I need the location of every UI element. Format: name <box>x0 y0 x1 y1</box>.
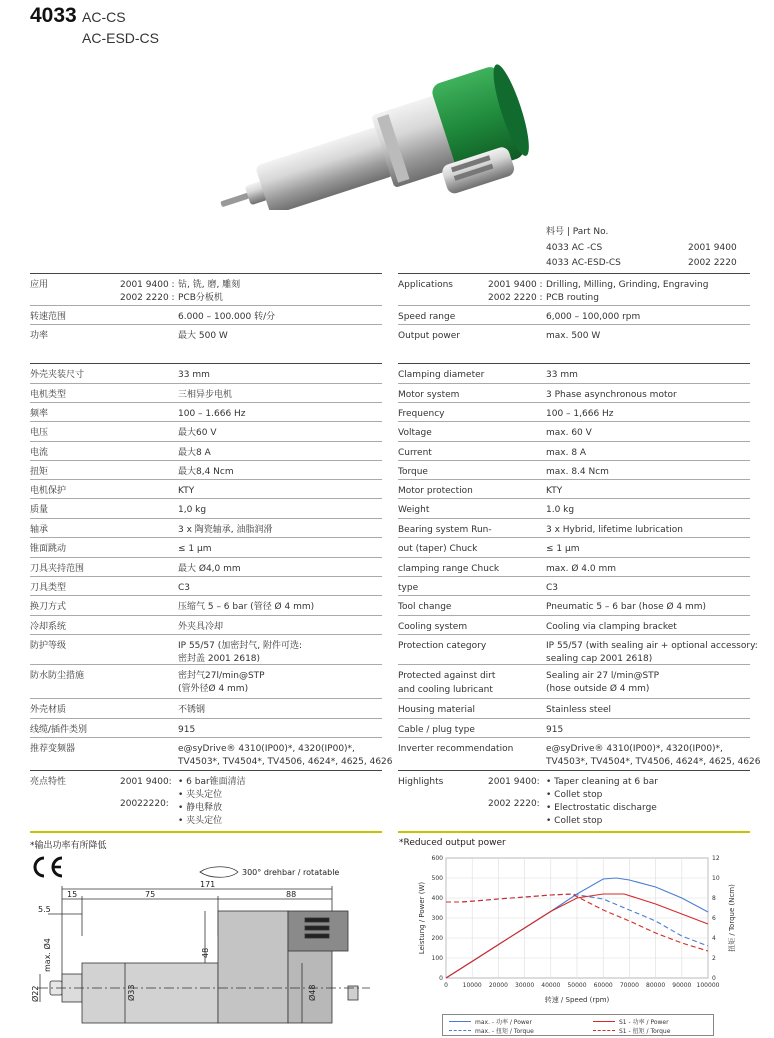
spec-cn-highlight-item: • 夹头定位 <box>178 789 222 801</box>
spec-cn-row-label: 冷却系统 <box>30 622 67 632</box>
spec-en-highlight-item: • Collet stop <box>546 815 602 827</box>
spec-en-row-value: 915 <box>546 725 564 735</box>
spec-cn-row-value: 100 – 1.666 Hz <box>178 409 246 419</box>
spec-cn-row-divider <box>30 363 382 364</box>
spec-en-row-label: type <box>398 583 419 593</box>
spec-en-row-divider <box>398 698 750 699</box>
spec-cn-row-label: 推荐变频器 <box>30 744 76 754</box>
spec-en-row-divider <box>398 537 750 538</box>
chart-xtick-label: 70000 <box>619 982 639 989</box>
spec-en-row-label: Voltage <box>398 428 432 438</box>
spec-en-row-label: clamping range Chuck <box>398 564 500 574</box>
spec-en-row-divider <box>398 363 750 364</box>
spec-cn-row-label: 扭矩 <box>30 467 49 477</box>
spec-en-row-divider <box>398 383 750 384</box>
spec-cn-highlight-item: • 夹头定位 <box>178 815 222 827</box>
spec-cn-row-variant: 2001 9400 : <box>120 280 175 290</box>
spec-en-row-divider <box>398 737 750 738</box>
chart-xtick-label: 50000 <box>567 982 587 989</box>
spec-en-row-label: Current <box>398 448 432 458</box>
chart-y2tick-label: 6 <box>712 915 716 922</box>
spec-cn-row-value: C3 <box>178 583 191 593</box>
spec-en-row-variant: 2002 2220: <box>488 799 540 809</box>
spec-cn-row-divider <box>30 479 382 480</box>
chart-ytick-label: 0 <box>439 975 443 982</box>
spec-en-row-divider <box>398 664 750 665</box>
spec-en-row-label: Output power <box>398 331 460 341</box>
spec-en-row-divider <box>398 498 750 499</box>
dim-d22: Ø22 <box>31 985 40 1002</box>
spec-cn-highlight-item: • 静电释放 <box>178 802 222 814</box>
spec-en-row-value: Sealing air 27 l/min@STP <box>546 671 660 681</box>
chart-legend-swatch <box>593 1030 615 1031</box>
chart-xtick-label: 30000 <box>515 982 535 989</box>
spec-cn-row-divider <box>30 698 382 699</box>
chart-xtick-label: 0 <box>444 982 448 989</box>
spec-cn-row-variant: 2002 2220 : <box>120 293 175 303</box>
spec-en-row-value: KTY <box>546 486 563 496</box>
model-variant-1: AC-CS <box>82 9 126 25</box>
spec-en-row-label: Cable / plug type <box>398 725 475 735</box>
chart-legend-label: S1 - 功率 / Power <box>619 1019 669 1026</box>
spec-cn-row-divider <box>30 402 382 403</box>
spec-cn-row-value: KTY <box>178 486 195 496</box>
chart-ytick-label: 200 <box>431 935 443 942</box>
dim-15: 15 <box>67 890 78 899</box>
spec-cn-row-value: 6.000 – 100.000 转/分 <box>178 312 276 322</box>
spec-en-row-value: Drilling, Milling, Grinding, Engraving <box>546 280 709 290</box>
spec-en-row-divider <box>398 402 750 403</box>
spec-en-row-value: TV4503*, TV4504*, TV4506, 4624*, 4625, 4626 <box>546 757 761 767</box>
chart-ytick-label: 100 <box>431 955 443 962</box>
spec-en-row-divider <box>398 518 750 519</box>
spec-en-row-label: out (taper) Chuck <box>398 544 478 554</box>
chart-ytick-label: 600 <box>431 855 443 862</box>
spec-en-row-label: Housing material <box>398 705 476 715</box>
chart-ylabel: Leistung / Power (W) <box>418 881 426 955</box>
dim-max-d4: max. Ø4 <box>43 938 52 972</box>
spec-cn-row-divider <box>30 305 382 306</box>
spec-en-row-divider <box>398 634 750 635</box>
spec-cn-row-variant: 20022220: <box>120 799 169 809</box>
spec-en-highlight-item: • Collet stop <box>546 789 602 801</box>
dim-75: 75 <box>145 890 156 899</box>
spec-en-highlight-item: • Taper cleaning at 6 bar <box>546 776 658 788</box>
spec-cn-row-label: 轴承 <box>30 525 49 535</box>
chart-xtick-label: 90000 <box>672 982 692 989</box>
chart-xtick-label: 100000 <box>696 982 720 989</box>
spec-cn-row-value: 最大8,4 Ncm <box>178 467 234 477</box>
spec-en-row-variant: 2001 9400 : <box>488 280 543 290</box>
spec-en-row-value: Pneumatic 5 – 6 bar (hose Ø 4 mm) <box>546 602 707 612</box>
spec-en-row-label: Bearing system Run- <box>398 525 492 535</box>
spec-cn-row-divider <box>30 383 382 384</box>
chart-ytick-label: 400 <box>431 895 443 902</box>
spec-cn-row-divider <box>30 518 382 519</box>
spec-en-row-divider <box>398 615 750 616</box>
spec-en-row-divider <box>398 305 750 306</box>
chart-legend-swatch <box>449 1030 471 1031</box>
chart-legend-item <box>593 1017 669 1026</box>
chart-y2tick-label: 10 <box>712 875 720 882</box>
spec-en-row-label: Motor protection <box>398 486 473 496</box>
spec-en-row-value: max. 60 V <box>546 428 592 438</box>
chart-y2tick-label: 2 <box>712 955 716 962</box>
chart-legend-swatch <box>593 1021 615 1022</box>
chart-y2tick-label: 8 <box>712 895 716 902</box>
spec-en-row-label: Torque <box>398 467 428 477</box>
spec-cn-row-value: 915 <box>178 725 196 735</box>
chart-legend-label: max. - 功率 / Power <box>475 1019 532 1026</box>
spec-en-row-divider <box>398 718 750 719</box>
spec-cn-row-divider <box>30 273 382 274</box>
spec-cn-row-divider <box>30 770 382 771</box>
spec-en-row-value: 1.0 kg <box>546 505 575 515</box>
chart-xtick-label: 10000 <box>462 982 482 989</box>
spec-en-row-label: Applications <box>398 280 453 290</box>
spec-cn-row-value: TV4503*, TV4504*, TV4506, 4624*, 4625, 4626 <box>178 757 393 767</box>
chart-legend-item <box>449 1017 532 1026</box>
spec-cn-row-label: 线缆/插件类别 <box>30 725 88 735</box>
spec-cn-row-value: ≤ 1 µm <box>178 544 212 554</box>
spec-en-row-divider <box>398 324 750 325</box>
spec-en-row-value: (hose outside Ø 4 mm) <box>546 684 650 694</box>
power-torque-chart <box>398 850 750 1012</box>
spec-en-row-value: max. 8.4 Ncm <box>546 467 609 477</box>
spec-cn-row-label: 外壳夹装尺寸 <box>30 370 85 380</box>
note-reduced-power-en: *Reduced output power <box>399 838 506 848</box>
spec-cn-row-divider <box>30 557 382 558</box>
spec-cn-row-value: 三相异步电机 <box>178 390 233 400</box>
chart-legend-label: max. - 扭矩 / Torque <box>475 1028 534 1035</box>
chart-legend-item <box>593 1026 670 1035</box>
spec-cn-row-divider <box>30 737 382 738</box>
spec-cn-row-label: 应用 <box>30 280 49 290</box>
spec-cn-row-value: 钻, 铣, 磨, 雕刻 <box>178 280 241 290</box>
spec-en-row-value: ≤ 1 µm <box>546 544 580 554</box>
chart-y2tick-label: 4 <box>712 935 716 942</box>
dim-d33: Ø33 <box>127 984 136 1001</box>
dim-total-length: 171 <box>200 880 216 889</box>
accent-rule-left <box>30 831 382 833</box>
partno-label: 料号 | Part No. <box>546 227 609 237</box>
spec-cn-row-divider <box>30 498 382 499</box>
chart-y2label: 扭矩 / Torque (Ncm) <box>728 884 736 952</box>
partno-name-2: 4033 AC-ESD-CS <box>546 258 621 268</box>
spec-en-row-label: Inverter recommendation <box>398 744 514 754</box>
spec-cn-row-divider <box>30 441 382 442</box>
dimension-drawing <box>30 856 385 1026</box>
spec-cn-row-divider <box>30 324 382 325</box>
spec-en-row-label: Frequency <box>398 409 445 419</box>
spec-cn-row-divider <box>30 460 382 461</box>
spec-en-row-label-line2: and cooling lubricant <box>398 685 493 695</box>
chart-xlabel: 转速 / Speed (rpm) <box>544 996 610 1004</box>
chart-xtick-label: 40000 <box>541 982 561 989</box>
spec-en-row-label: Motor system <box>398 390 460 400</box>
spec-cn-row-label: 刀具类型 <box>30 583 67 593</box>
spec-en-row-divider <box>398 595 750 596</box>
spec-en-row-divider <box>398 421 750 422</box>
spec-en-row-label: Tool change <box>398 602 452 612</box>
spec-cn-highlight-item: • 6 bar锥面清洁 <box>178 776 246 788</box>
spec-cn-row-label: 电压 <box>30 428 49 438</box>
spec-en-row-value: sealing cap 2001 2618) <box>546 654 653 664</box>
spec-en-row-label: Weight <box>398 505 430 515</box>
chart-legend-item <box>449 1026 534 1035</box>
spec-cn-row-label: 功率 <box>30 331 49 341</box>
dim-5-5: 5.5 <box>38 905 51 914</box>
spec-cn-row-label: 转速范围 <box>30 312 67 322</box>
rotate-label: 300° drehbar / rotatable <box>242 868 340 877</box>
spec-en-highlight-item: • Electrostatic discharge <box>546 802 657 814</box>
spec-en-row-value: 3 Phase asynchronous motor <box>546 390 677 400</box>
dim-48-height: 48 <box>201 947 210 958</box>
spec-cn-row-label: 电流 <box>30 448 49 458</box>
spec-en-row-label: Cooling system <box>398 622 468 632</box>
chart-legend <box>442 1014 714 1036</box>
spec-cn-row-label: 亮点特性 <box>30 777 67 787</box>
spec-en-row-divider <box>398 770 750 771</box>
chart-y2tick-label: 12 <box>712 855 720 862</box>
chart-ytick-label: 300 <box>431 915 443 922</box>
spec-en-row-value: e@syDrive® 4310(IP00)*, 4320(IP00)*, <box>546 744 723 754</box>
spec-en-row-label: Clamping diameter <box>398 370 485 380</box>
spec-en-row-divider <box>398 273 750 274</box>
spec-en-row-value: max. 500 W <box>546 331 601 341</box>
spec-cn-row-value: 最大8 A <box>178 448 211 458</box>
spec-cn-row-value: 不锈钢 <box>178 705 206 715</box>
spec-cn-row-label: 换刀方式 <box>30 602 67 612</box>
spec-cn-row-label: 锥面跳动 <box>30 544 67 554</box>
spec-en-row-label: Speed range <box>398 312 456 322</box>
spec-en-row-value: C3 <box>546 583 559 593</box>
spec-cn-row-label: 防护等级 <box>30 641 67 651</box>
spec-en-row-value: PCB routing <box>546 293 599 303</box>
spec-cn-row-value: 最大 500 W <box>178 331 228 341</box>
spec-cn-row-label: 外壳材质 <box>30 705 67 715</box>
accent-rule-right <box>398 831 750 833</box>
spec-en-row-variant: 2002 2220 : <box>488 293 543 303</box>
spec-cn-row-label: 电机类型 <box>30 390 67 400</box>
spec-en-row-value: 100 – 1,666 Hz <box>546 409 614 419</box>
partno-number-2: 2002 2220 <box>688 258 737 268</box>
partno-number-1: 2001 9400 <box>688 243 737 253</box>
spec-cn-row-divider <box>30 634 382 635</box>
spec-cn-row-value: IP 55/57 (加密封气, 附件可选: <box>178 641 303 651</box>
spec-en-row-divider <box>398 479 750 480</box>
chart-y2tick-label: 0 <box>712 975 716 982</box>
spec-en-row-value: 6,000 – 100,000 rpm <box>546 312 641 322</box>
spec-cn-row-divider <box>30 664 382 665</box>
chart-legend-label: S1 - 扭矩 / Torque <box>619 1028 671 1035</box>
chart-ytick-label: 500 <box>431 875 443 882</box>
spec-cn-row-value: 33 mm <box>178 370 210 380</box>
spec-en-row-value: 3 x Hybrid, lifetime lubrication <box>546 525 683 535</box>
spec-cn-row-value: 最大 Ø4,0 mm <box>178 564 241 574</box>
chart-xtick-label: 20000 <box>488 982 508 989</box>
spec-cn-row-value: 压缩气 5 – 6 bar (管径 Ø 4 mm) <box>178 602 315 612</box>
spec-cn-row-value: e@syDrive® 4310(IP00)*, 4320(IP00)*, <box>178 744 355 754</box>
model-number: 4033 <box>30 4 77 27</box>
spec-cn-row-divider <box>30 576 382 577</box>
spec-en-row-label: Highlights <box>398 777 444 787</box>
spec-cn-row-label: 防水防尘措施 <box>30 671 85 681</box>
spec-cn-row-divider <box>30 615 382 616</box>
spec-en-row-label: Protection category <box>398 641 487 651</box>
spec-en-row-divider <box>398 441 750 442</box>
spec-cn-row-variant: 2001 9400: <box>120 777 172 787</box>
spec-en-row-divider <box>398 557 750 558</box>
chart-legend-swatch <box>449 1021 471 1022</box>
spec-en-row-label: Protected against dirt <box>398 671 496 681</box>
spec-en-row-value: max. Ø 4.0 mm <box>546 564 616 574</box>
spec-cn-row-label: 刀具夹持范围 <box>30 564 85 574</box>
dim-88: 88 <box>286 890 297 899</box>
spec-en-row-value: max. 8 A <box>546 448 587 458</box>
spec-en-row-divider <box>398 576 750 577</box>
spec-cn-row-value: 密封气27l/min@STP <box>178 671 265 681</box>
partno-name-1: 4033 AC -CS <box>546 243 603 253</box>
spec-cn-row-divider <box>30 595 382 596</box>
dim-d48: Ø48 <box>308 984 317 1001</box>
note-reduced-power-cn: *输出功率有所降低 <box>30 841 107 851</box>
spec-cn-row-divider <box>30 421 382 422</box>
spec-en-row-value: Cooling via clamping bracket <box>546 622 677 632</box>
model-variant-2: AC-ESD-CS <box>82 30 160 46</box>
spec-en-row-value: IP 55/57 (with sealing air + optional accessory: <box>546 641 758 651</box>
chart-xtick-label: 80000 <box>646 982 666 989</box>
spec-cn-row-value: 1,0 kg <box>178 505 207 515</box>
spec-en-row-divider <box>398 460 750 461</box>
spec-cn-row-label: 质量 <box>30 505 49 515</box>
spec-cn-row-label: 电机保护 <box>30 486 67 496</box>
spec-cn-row-divider <box>30 537 382 538</box>
spec-en-row-value: Stainless steel <box>546 705 612 715</box>
spec-cn-row-value: (管外径Ø 4 mm) <box>178 684 249 694</box>
spec-en-row-value: 33 mm <box>546 370 578 380</box>
spec-cn-row-divider <box>30 718 382 719</box>
spec-cn-row-value: 密封盖 2001 2618) <box>178 654 261 664</box>
spec-cn-row-value: PCB分板机 <box>178 293 223 303</box>
spec-en-row-variant: 2001 9400: <box>488 777 540 787</box>
spec-cn-row-value: 3 x 陶瓷轴承, 油脂润滑 <box>178 525 273 535</box>
chart-xtick-label: 60000 <box>593 982 613 989</box>
spec-cn-row-label: 频率 <box>30 409 49 419</box>
spec-cn-row-value: 外夹具冷却 <box>178 622 224 632</box>
spec-cn-row-value: 最大60 V <box>178 428 217 438</box>
